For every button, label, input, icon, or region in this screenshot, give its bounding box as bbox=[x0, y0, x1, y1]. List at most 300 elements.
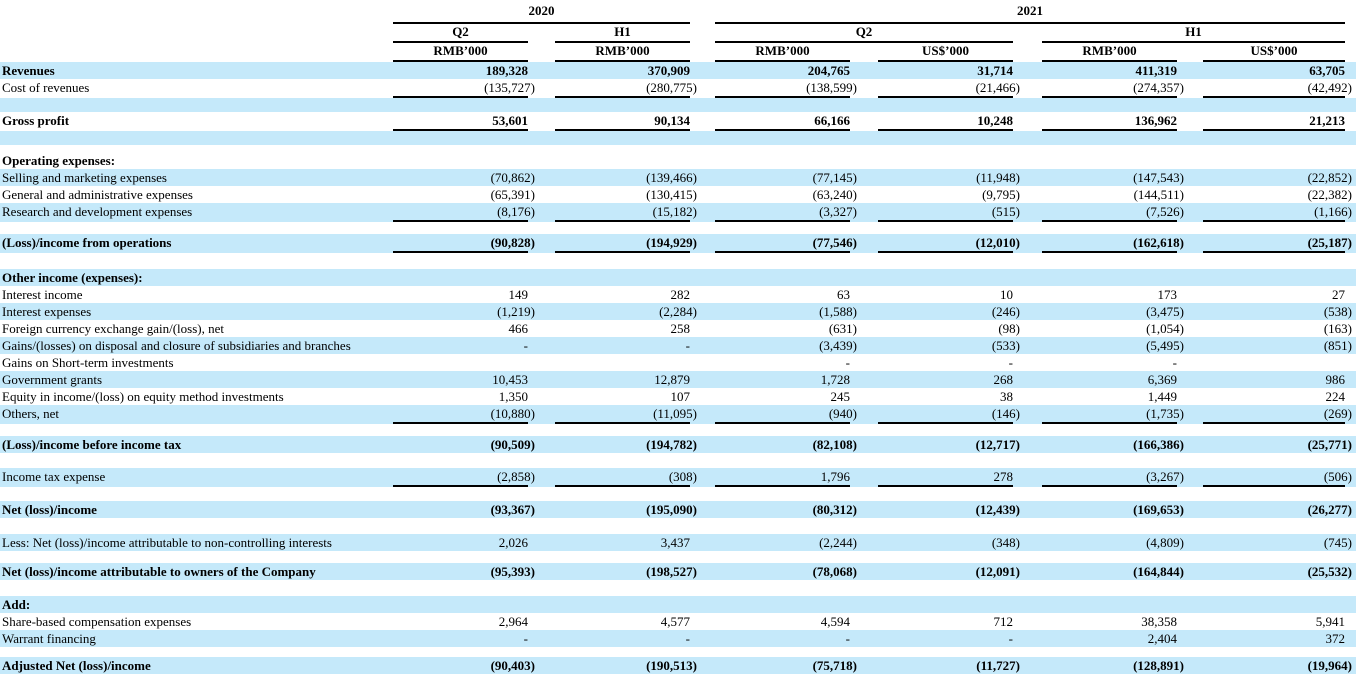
table-cell bbox=[715, 186, 857, 203]
cell-value: (2,858) bbox=[497, 469, 535, 484]
cell-value: (515) bbox=[991, 204, 1020, 219]
table-cell bbox=[715, 169, 857, 186]
table-cell bbox=[878, 371, 1013, 388]
table-cell bbox=[1203, 303, 1352, 320]
table-row bbox=[0, 203, 1356, 222]
table-cell bbox=[393, 112, 528, 131]
cell-value: (246) bbox=[991, 304, 1020, 319]
table-cell bbox=[555, 630, 690, 647]
table-cell bbox=[1203, 186, 1352, 203]
cell-value: (2,244) bbox=[819, 535, 857, 550]
cell-value: (745) bbox=[1323, 535, 1352, 550]
cell-value: (3,267) bbox=[1146, 469, 1184, 484]
table-cell bbox=[1042, 234, 1184, 253]
table-cell bbox=[393, 169, 535, 186]
table-cell bbox=[1203, 286, 1345, 303]
cell-value: 1,350 bbox=[498, 389, 528, 404]
cell-value: (506) bbox=[1323, 469, 1352, 484]
table-cell bbox=[555, 371, 690, 388]
table-cell bbox=[715, 436, 857, 453]
table-cell bbox=[555, 62, 690, 79]
table-cell bbox=[715, 657, 857, 674]
table-cell bbox=[715, 613, 850, 630]
table-cell bbox=[878, 630, 1013, 647]
cell-value: (194,782) bbox=[646, 437, 697, 452]
table-cell bbox=[555, 354, 690, 371]
cell-value: (135,727) bbox=[484, 80, 535, 95]
cell-value: (146) bbox=[991, 406, 1020, 421]
table-cell bbox=[1042, 62, 1177, 79]
row-label: Net (loss)/income attributable to owners of the Company bbox=[2, 564, 316, 579]
table-row bbox=[0, 186, 1356, 203]
row-label: Interest income bbox=[2, 287, 83, 302]
table-row bbox=[0, 405, 1356, 424]
table-cell bbox=[555, 303, 697, 320]
table-cell bbox=[878, 534, 1020, 551]
table-cell bbox=[555, 613, 690, 630]
cell-value: (9,795) bbox=[982, 187, 1020, 202]
cell-value: 4,594 bbox=[820, 614, 850, 629]
table-cell bbox=[1042, 320, 1184, 337]
cell-value: 21,213 bbox=[1309, 113, 1345, 128]
cell-value: (12,091) bbox=[975, 564, 1020, 579]
table-row bbox=[0, 596, 1356, 613]
row-label: Foreign currency exchange gain/(loss), net bbox=[2, 321, 225, 336]
cell-value: (195,090) bbox=[646, 502, 697, 517]
row-label: Revenues bbox=[2, 63, 55, 78]
cell-value: (163) bbox=[1323, 321, 1352, 336]
table-row bbox=[0, 112, 1356, 131]
table-cell bbox=[1203, 269, 1345, 286]
table-row bbox=[0, 388, 1356, 405]
table-cell bbox=[555, 388, 690, 405]
table-row bbox=[0, 630, 1356, 647]
row-label: Add: bbox=[2, 597, 31, 612]
table-cell bbox=[1042, 79, 1184, 98]
row-label: (Loss)/income before income tax bbox=[2, 437, 182, 452]
cell-value: 66,166 bbox=[814, 113, 850, 128]
table-cell bbox=[878, 286, 1013, 303]
table-row bbox=[0, 169, 1356, 186]
cell-value: (1,735) bbox=[1146, 406, 1184, 421]
cell-value: (139,466) bbox=[646, 170, 697, 185]
cell-value: (11,095) bbox=[653, 406, 697, 421]
table-cell bbox=[555, 112, 690, 131]
table-cell bbox=[555, 320, 690, 337]
cell-value: (280,775) bbox=[646, 80, 697, 95]
table-cell bbox=[555, 596, 690, 613]
cell-value: 38 bbox=[1000, 389, 1013, 404]
row-label: General and administrative expenses bbox=[2, 187, 193, 202]
cell-value: (631) bbox=[828, 321, 857, 336]
cell-value: - bbox=[845, 631, 850, 646]
cell-value: (90,828) bbox=[490, 235, 535, 250]
cell-value: (166,386) bbox=[1133, 437, 1184, 452]
cell-value: 2,404 bbox=[1147, 631, 1177, 646]
table-cell bbox=[555, 337, 690, 354]
table-cell bbox=[1203, 563, 1352, 580]
cell-value: (1,588) bbox=[819, 304, 857, 319]
row-label: Other income (expenses): bbox=[2, 270, 143, 285]
cell-value: (78,068) bbox=[812, 564, 857, 579]
cell-value: 12,879 bbox=[654, 372, 690, 387]
table-row bbox=[0, 152, 1356, 169]
row-label: Less: Net (loss)/income attributable to non-controlling interests bbox=[2, 535, 332, 550]
cell-value: 6,369 bbox=[1147, 372, 1177, 387]
cell-value: (348) bbox=[991, 535, 1020, 550]
spacer-row bbox=[0, 518, 1356, 534]
table-row bbox=[0, 534, 1356, 551]
table-cell bbox=[878, 112, 1013, 131]
cell-value: - bbox=[523, 631, 528, 646]
cell-value: 204,765 bbox=[807, 63, 850, 78]
unit-header-2021-h1-usd: US$’000 bbox=[1203, 43, 1345, 62]
table-cell bbox=[1042, 405, 1184, 424]
cell-value: 10 bbox=[1000, 287, 1013, 302]
table-cell bbox=[1042, 613, 1177, 630]
table-cell bbox=[555, 405, 697, 424]
table-cell bbox=[878, 269, 1013, 286]
cell-value: 27 bbox=[1332, 287, 1345, 302]
table-cell bbox=[555, 234, 697, 253]
table-cell bbox=[1203, 657, 1352, 674]
table-cell bbox=[1042, 286, 1177, 303]
table-cell bbox=[878, 468, 1013, 487]
table-cell bbox=[393, 303, 535, 320]
table-cell bbox=[1042, 630, 1177, 647]
table-cell bbox=[1203, 468, 1352, 487]
table-cell bbox=[1042, 303, 1184, 320]
cell-value: 282 bbox=[670, 287, 690, 302]
row-label: Equity in income/(loss) on equity method investments bbox=[2, 389, 284, 404]
table-cell bbox=[555, 169, 697, 186]
cell-value: 2,964 bbox=[498, 614, 528, 629]
table-row bbox=[0, 371, 1356, 388]
cell-value: (25,771) bbox=[1307, 437, 1352, 452]
table-cell bbox=[1042, 596, 1177, 613]
table-cell bbox=[1203, 534, 1352, 551]
table-cell bbox=[1042, 371, 1177, 388]
unit-header-2021-q2-usd: US$’000 bbox=[878, 43, 1013, 62]
header-period-row bbox=[0, 24, 1356, 43]
table-row bbox=[0, 613, 1356, 630]
table-cell bbox=[1042, 186, 1184, 203]
cell-value: (12,439) bbox=[975, 502, 1020, 517]
table-cell bbox=[715, 303, 857, 320]
table-cell bbox=[878, 152, 1013, 169]
unit-header-2021-q2-rmb: RMB’000 bbox=[715, 43, 850, 62]
cell-value: 372 bbox=[1325, 631, 1345, 646]
table-cell bbox=[715, 152, 850, 169]
cell-value: (130,415) bbox=[646, 187, 697, 202]
cell-value: (128,891) bbox=[1133, 658, 1184, 673]
row-label: Gains/(losses) on disposal and closure of subsidiaries and branches bbox=[2, 338, 351, 353]
table-cell bbox=[1042, 337, 1184, 354]
table-row bbox=[0, 269, 1356, 286]
cell-value: (269) bbox=[1323, 406, 1352, 421]
spacer-row bbox=[0, 647, 1356, 657]
cell-value: 10,453 bbox=[492, 372, 528, 387]
row-label: Warrant financing bbox=[2, 631, 96, 646]
table-row bbox=[0, 337, 1356, 354]
table-cell bbox=[393, 596, 528, 613]
cell-value: (12,010) bbox=[975, 235, 1020, 250]
table-cell bbox=[715, 534, 857, 551]
cell-value: - bbox=[685, 338, 690, 353]
cell-value: (75,718) bbox=[812, 658, 857, 673]
cell-value: 1,796 bbox=[820, 469, 850, 484]
table-cell bbox=[393, 501, 535, 518]
table-cell bbox=[393, 436, 535, 453]
cell-value: 245 bbox=[830, 389, 850, 404]
table-cell bbox=[1203, 501, 1352, 518]
cell-value: (65,391) bbox=[490, 187, 535, 202]
table-cell bbox=[1203, 436, 1352, 453]
table-cell bbox=[1042, 501, 1184, 518]
cell-value: 278 bbox=[993, 469, 1013, 484]
table-cell bbox=[393, 468, 535, 487]
cell-value: (12,717) bbox=[975, 437, 1020, 452]
row-label: Gross profit bbox=[2, 113, 70, 128]
cell-value: (10,880) bbox=[490, 406, 535, 421]
table-cell bbox=[1203, 62, 1345, 79]
spacer-row bbox=[0, 424, 1356, 436]
table-cell bbox=[878, 320, 1020, 337]
table-row bbox=[0, 320, 1356, 337]
cell-value: (162,618) bbox=[1133, 235, 1184, 250]
table-row bbox=[0, 436, 1356, 453]
table-cell bbox=[1203, 371, 1345, 388]
cell-value: 258 bbox=[670, 321, 690, 336]
table-cell bbox=[393, 203, 535, 222]
cell-value: 712 bbox=[993, 614, 1013, 629]
table-cell bbox=[393, 563, 535, 580]
table-cell bbox=[1042, 468, 1184, 487]
table-cell bbox=[555, 269, 690, 286]
table-cell bbox=[878, 354, 1013, 371]
unit-header-2020-h1-rmb: RMB’000 bbox=[555, 43, 690, 62]
table-cell bbox=[1203, 203, 1352, 222]
table-cell bbox=[715, 630, 850, 647]
table-cell bbox=[393, 534, 528, 551]
table-cell bbox=[1042, 203, 1184, 222]
cell-value: - bbox=[685, 631, 690, 646]
row-label: Cost of revenues bbox=[2, 80, 90, 95]
cell-value: 149 bbox=[508, 287, 528, 302]
cell-value: 90,134 bbox=[654, 113, 690, 128]
table-cell bbox=[393, 186, 535, 203]
cell-value: (138,599) bbox=[806, 80, 857, 95]
table-row bbox=[0, 657, 1356, 674]
cell-value: (144,511) bbox=[1133, 187, 1184, 202]
spacer-row bbox=[0, 580, 1356, 596]
cell-value: (90,509) bbox=[490, 437, 535, 452]
cell-value: (940) bbox=[828, 406, 857, 421]
cell-value: 63 bbox=[837, 287, 850, 302]
cell-value: (80,312) bbox=[812, 502, 857, 517]
table-cell bbox=[1203, 152, 1345, 169]
table-cell bbox=[715, 62, 850, 79]
table-cell bbox=[715, 596, 850, 613]
cell-value: 1,728 bbox=[820, 372, 850, 387]
table-cell bbox=[393, 320, 528, 337]
table-cell bbox=[715, 354, 850, 371]
cell-value: 3,437 bbox=[660, 535, 690, 550]
cell-value: (8,176) bbox=[497, 204, 535, 219]
table-cell bbox=[393, 286, 528, 303]
table-cell bbox=[715, 405, 857, 424]
table-cell bbox=[555, 186, 697, 203]
cell-value: 5,941 bbox=[1315, 614, 1345, 629]
table-cell bbox=[715, 320, 857, 337]
spacer-row bbox=[0, 487, 1356, 501]
cell-value: (22,382) bbox=[1307, 187, 1352, 202]
table-cell bbox=[1203, 320, 1352, 337]
table-cell bbox=[393, 371, 528, 388]
cell-value: (274,357) bbox=[1133, 80, 1184, 95]
table-cell bbox=[1042, 269, 1177, 286]
table-cell bbox=[878, 501, 1020, 518]
table-cell bbox=[878, 203, 1020, 222]
table-cell bbox=[1042, 436, 1184, 453]
table-cell bbox=[715, 286, 850, 303]
cell-value: 31,714 bbox=[977, 63, 1013, 78]
table-cell bbox=[715, 112, 850, 131]
cell-value: (2,284) bbox=[659, 304, 697, 319]
table-cell bbox=[393, 354, 528, 371]
row-label: Gains on Short-term investments bbox=[2, 355, 174, 370]
cell-value: (147,543) bbox=[1133, 170, 1184, 185]
cell-value: - bbox=[845, 355, 850, 370]
table-cell bbox=[1042, 388, 1177, 405]
table-cell bbox=[715, 269, 850, 286]
cell-value: 4,577 bbox=[660, 614, 690, 629]
cell-value: (3,475) bbox=[1146, 304, 1184, 319]
row-label: Research and development expenses bbox=[2, 204, 193, 219]
table-cell bbox=[878, 563, 1020, 580]
header-spacer bbox=[0, 0, 393, 24]
cell-value: (164,844) bbox=[1133, 564, 1184, 579]
cell-value: 268 bbox=[993, 372, 1013, 387]
cell-value: (98) bbox=[998, 321, 1020, 336]
spacer-row bbox=[0, 98, 1356, 112]
table-cell bbox=[555, 534, 690, 551]
cell-value: (190,513) bbox=[646, 658, 697, 673]
cell-value: 411,319 bbox=[1135, 63, 1177, 78]
cell-value: (7,526) bbox=[1146, 204, 1184, 219]
cell-value: (42,492) bbox=[1307, 80, 1352, 95]
table-row bbox=[0, 62, 1356, 79]
table-cell bbox=[1203, 234, 1352, 253]
table-cell bbox=[878, 388, 1013, 405]
table-cell bbox=[878, 62, 1013, 79]
cell-value: (194,929) bbox=[646, 235, 697, 250]
cell-value: (90,403) bbox=[490, 658, 535, 673]
cell-value: 224 bbox=[1325, 389, 1345, 404]
cell-value: (5,495) bbox=[1146, 338, 1184, 353]
cell-value: (19,964) bbox=[1307, 658, 1352, 673]
table-cell bbox=[555, 79, 697, 98]
cell-value: 370,909 bbox=[647, 63, 690, 78]
year-header-2020: 2020 bbox=[393, 0, 690, 24]
table-cell bbox=[393, 62, 528, 79]
row-label: Operating expenses: bbox=[2, 153, 116, 168]
cell-value: (198,527) bbox=[646, 564, 697, 579]
table-row bbox=[0, 563, 1356, 580]
table-cell bbox=[1042, 169, 1184, 186]
table-cell bbox=[1203, 388, 1345, 405]
table-cell bbox=[878, 186, 1020, 203]
table-cell bbox=[1042, 152, 1177, 169]
table-cell bbox=[393, 269, 528, 286]
table-cell bbox=[393, 630, 528, 647]
row-label: (Loss)/income from operations bbox=[2, 235, 172, 250]
table-cell bbox=[1203, 630, 1345, 647]
table-cell bbox=[715, 501, 857, 518]
table-cell bbox=[555, 468, 697, 487]
table-cell bbox=[555, 286, 690, 303]
header-spacer bbox=[0, 24, 393, 43]
table-cell bbox=[878, 405, 1020, 424]
table-cell bbox=[878, 596, 1013, 613]
cell-value: - bbox=[1172, 355, 1177, 370]
cell-value: (22,852) bbox=[1307, 170, 1352, 185]
cell-value: 63,705 bbox=[1309, 63, 1345, 78]
cell-value: (26,277) bbox=[1307, 502, 1352, 517]
spacer-row bbox=[0, 551, 1356, 563]
cell-value: (93,367) bbox=[490, 502, 535, 517]
cell-value: (77,546) bbox=[812, 235, 857, 250]
table-cell bbox=[878, 169, 1020, 186]
table-row bbox=[0, 468, 1356, 487]
cell-value: (308) bbox=[668, 469, 697, 484]
table-cell bbox=[393, 405, 535, 424]
table-cell bbox=[555, 563, 697, 580]
cell-value: (4,809) bbox=[1146, 535, 1184, 550]
spacer-row bbox=[0, 453, 1356, 468]
table-cell bbox=[555, 657, 697, 674]
table-cell bbox=[1203, 79, 1352, 98]
year-header-2021: 2021 bbox=[715, 0, 1345, 24]
table-row bbox=[0, 501, 1356, 518]
header-year-row bbox=[0, 0, 1356, 24]
cell-value: (11,727) bbox=[976, 658, 1020, 673]
table-cell bbox=[393, 657, 535, 674]
cell-value: (63,240) bbox=[812, 187, 857, 202]
row-label: Adjusted Net (loss)/income bbox=[2, 658, 151, 673]
period-header-2021-h1: H1 bbox=[1042, 24, 1345, 43]
row-label: Selling and marketing expenses bbox=[2, 170, 167, 185]
row-label: Income tax expense bbox=[2, 469, 106, 484]
cell-value: (533) bbox=[991, 338, 1020, 353]
cell-value: (82,108) bbox=[812, 437, 857, 452]
cell-value: - bbox=[523, 338, 528, 353]
cell-value: (3,327) bbox=[819, 204, 857, 219]
table-cell bbox=[1042, 112, 1177, 131]
table-cell bbox=[715, 563, 857, 580]
row-label: Net (loss)/income bbox=[2, 502, 97, 517]
cell-value: (1,166) bbox=[1314, 204, 1352, 219]
cell-value: (11,948) bbox=[976, 170, 1020, 185]
cell-value: (95,393) bbox=[490, 564, 535, 579]
cell-value: 1,449 bbox=[1147, 389, 1177, 404]
table-cell bbox=[878, 657, 1020, 674]
table-cell bbox=[1042, 354, 1177, 371]
table-cell bbox=[393, 79, 535, 98]
cell-value: 986 bbox=[1325, 372, 1345, 387]
cell-value: (538) bbox=[1323, 304, 1352, 319]
table-cell bbox=[715, 203, 857, 222]
